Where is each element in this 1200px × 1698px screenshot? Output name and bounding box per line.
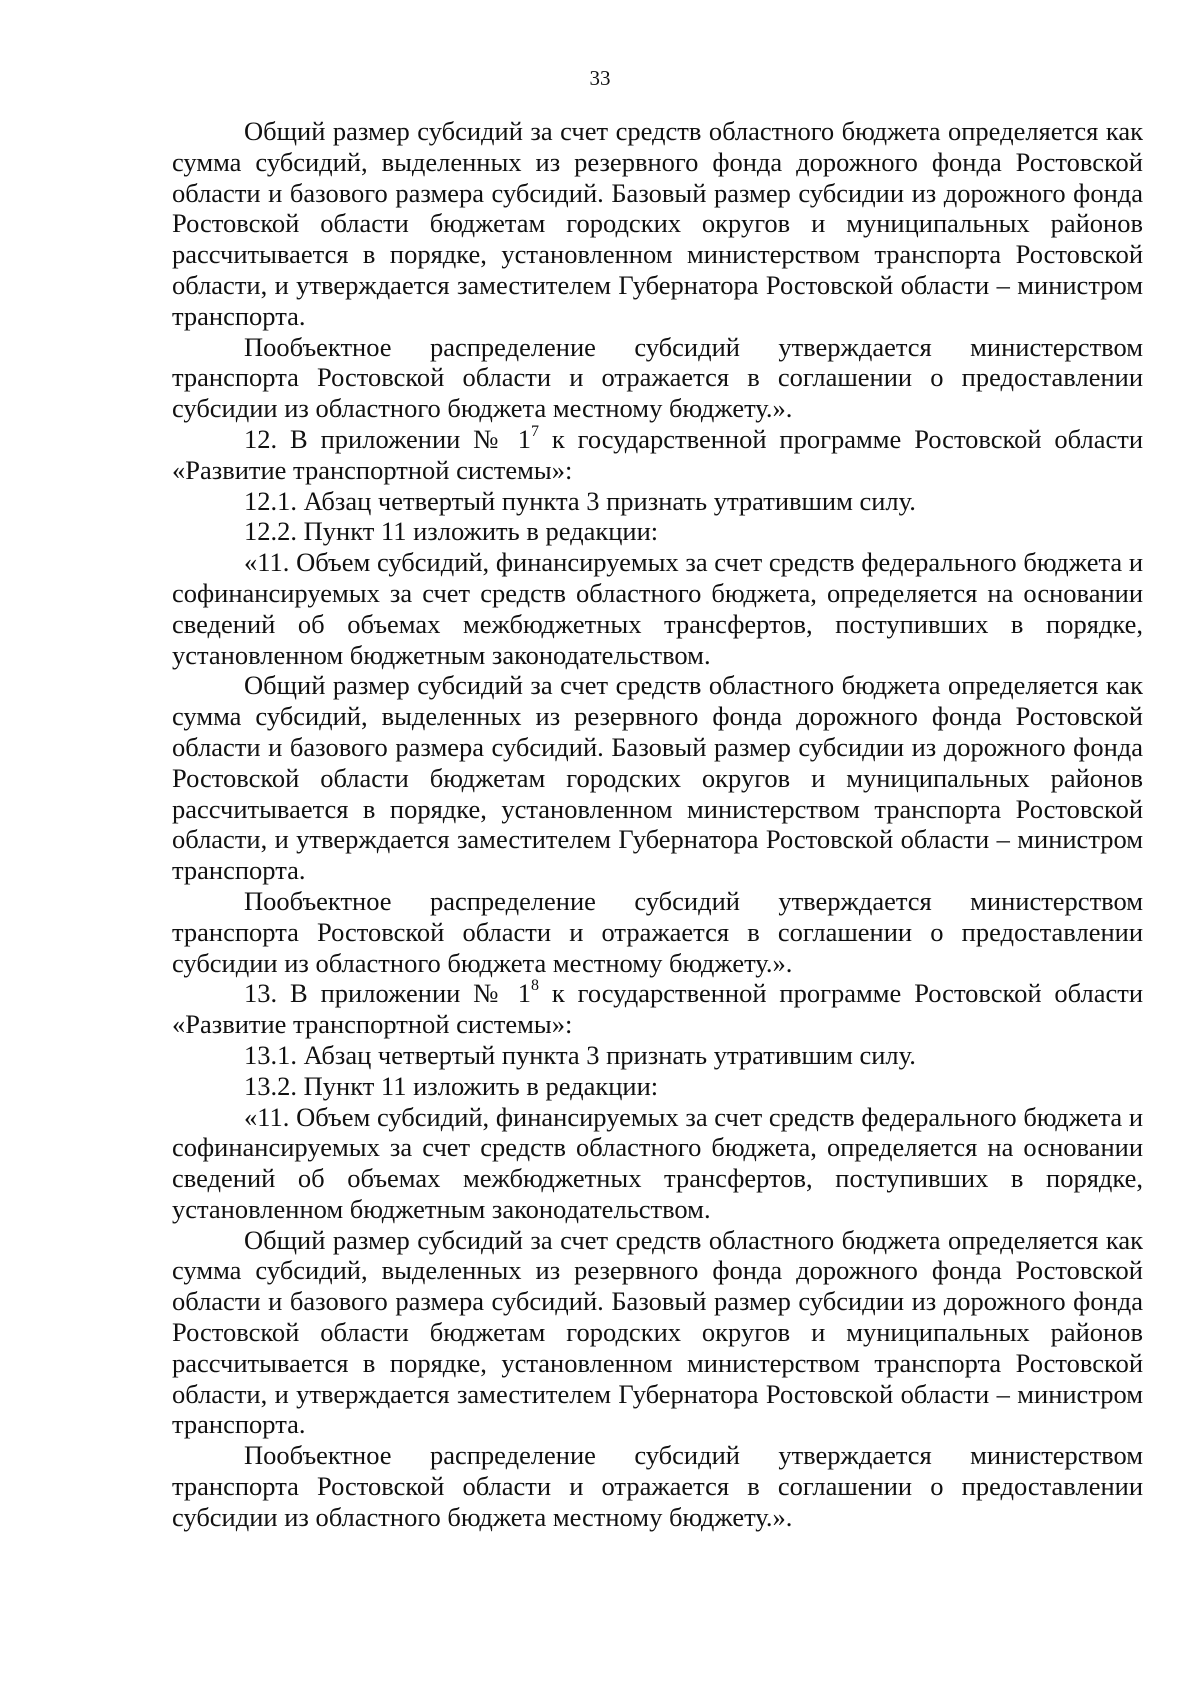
paragraph: Пообъектное распределение субсидий утверждается министерством транспорта Ростовской области и отражается в соглашении о предоставлении субсидии из областного бюджета местному бюджету.».	[172, 885, 1143, 978]
superscript: 7	[530, 423, 539, 441]
paragraph: Общий размер субсидий за счет средств областного бюджета определяется как сумма субсидий, выделенных из резервного фонда дорожного фонда Ростовской области и базового размера субсидий. Базовый размер субсидии из дорожного фонда Ростовской области бюджетам городских округов и муниципальных районов рассчитывается в порядке, установленном министерством транспорта Ростовской области, и утверждается заместителем Губернатора Ростовской области – министром транспорта.	[172, 670, 1143, 886]
paragraph: Общий размер субсидий за счет средств областного бюджета определяется как сумма субсидий, выделенных из резервного фонда дорожного фонда Ростовской области и базового размера субсидий. Базовый размер субсидии из дорожного фонда Ростовской области бюджетам городских округов и муниципальных районов рассчитывается в порядке, установленном министерством транспорта Ростовской области, и утверждается заместителем Губернатора Ростовской области – министром транспорта.	[172, 116, 1143, 331]
paragraph: 12.1. Абзац четвертый пункта 3 признать утратившим силу.	[244, 485, 916, 516]
paragraph: Пообъектное распределение субсидий утверждается министерством транспорта Ростовской области и отражается в соглашении о предоставлении субсидии из областного бюджета местному бюджету.».	[172, 1440, 1143, 1532]
paragraph-text: 12. В приложении № 1	[244, 423, 531, 454]
paragraph: Общий размер субсидий за счет средств областного бюджета определяется как сумма субсидий, выделенных из резервного фонда дорожного фонда Ростовской области и базового размера субсидий. Базовый размер субсидии из дорожного фонда Ростовской области бюджетам городских округов и муниципальных районов рассчитывается в порядке, установленном министерством транспорта Ростовской области, и утверждается заместителем Губернатора Ростовской области – министром транспорта.	[172, 1224, 1143, 1440]
superscript: 8	[530, 977, 539, 995]
paragraph-text: 13. В приложении № 1	[244, 978, 531, 1009]
paragraph: 12.2. Пункт 11 изложить в редакции:	[244, 516, 659, 547]
paragraph	[172, 978, 1143, 1040]
paragraph: «11. Объем субсидий, финансируемых за счет средств федерального бюджета и софинансируемых за счет средств областного бюджета, определяется на основании сведений об объемах межбюджетных трансфертов, поступивших в порядке, установленном бюджетным законодательством.	[172, 547, 1143, 670]
page-number: 33	[589, 66, 611, 90]
paragraph-text: к государственной программе Ростовской области «Развитие транспортной системы»:	[172, 978, 1143, 1040]
paragraph: 13.1. Абзац четвертый пункта 3 признать утратившим силу.	[244, 1039, 916, 1070]
paragraph: 13.2. Пункт 11 изложить в редакции:	[244, 1070, 659, 1101]
document-body	[172, 116, 1143, 1533]
paragraph	[172, 424, 1143, 486]
paragraph: Пообъектное распределение субсидий утверждается министерством транспорта Ростовской области и отражается в соглашении о предоставлении субсидии из областного бюджета местному бюджету.».	[172, 331, 1143, 424]
paragraph: «11. Объем субсидий, финансируемых за счет средств федерального бюджета и софинансируемых за счет средств областного бюджета, определяется на основании сведений об объемах межбюджетных трансфертов, поступивших в порядке, установленном бюджетным законодательством.	[172, 1101, 1143, 1224]
paragraph-text: к государственной программе Ростовской области «Развитие транспортной системы»:	[172, 423, 1143, 485]
